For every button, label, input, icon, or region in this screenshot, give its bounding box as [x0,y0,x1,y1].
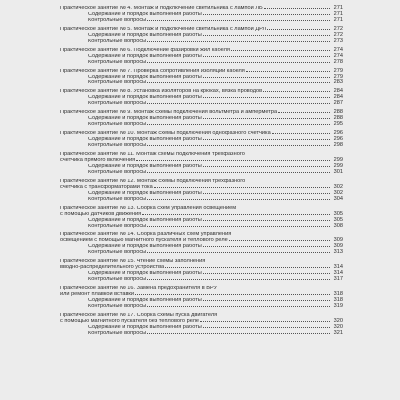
dot-leader [147,145,330,146]
toc-subentry-label: Содержание и порядок выполнения работы [88,297,202,303]
dot-leader [165,267,330,268]
toc-subentry-label: Содержание и порядок выполнения работы [88,53,202,59]
page-number: 288 [333,115,343,122]
toc-subentry [60,143,343,149]
dot-leader [147,252,330,253]
toc-subentry-label: Контрольные вопросы [88,59,147,65]
dot-leader [147,62,330,63]
toc-entry-title: освещением с помощью магнитного пускателя и теплового реле [60,238,228,244]
toc-entry-title: Практическое занятие № 8. Установка изоляторов на крюках, вязка проводов [60,89,263,95]
dot-leader [147,306,330,307]
toc-entry [60,152,343,176]
page-number: 279 [333,73,343,80]
toc-subentry [60,122,343,128]
toc-subentry-label: Контрольные вопросы [88,277,147,283]
toc-entry-title: Практическое занятие № 10. Монтаж схемы подключения однофазного счетчика [60,131,271,137]
dot-leader [147,41,330,42]
toc-subentry-label: Контрольные вопросы [88,143,147,149]
dot-leader [136,160,330,161]
toc-subentry-label: Содержание и порядок выполнения работы [88,163,202,169]
toc-subentry-label: Контрольные вопросы [88,250,147,256]
toc-subentry-label: Контрольные вопросы [88,196,147,202]
page-number: 272 [333,25,343,32]
page-number: 301 [333,168,343,175]
page-number: 279 [333,67,343,74]
page-number: 318 [333,291,343,298]
toc-entry-title: Практическое занятие № 11. Монтаж схемы подключения трехфазного [60,152,245,158]
toc-entry [60,48,343,66]
toc-entry-title: с помощью магнитного пускателя без теплового реле [60,318,199,324]
page-number: 302 [333,183,343,190]
page-number: 284 [333,88,343,95]
dot-leader [203,97,330,98]
dot-leader [154,187,330,188]
toc-subentry-label: Контрольные вопросы [88,80,147,86]
page-number: 284 [333,94,343,101]
page-number: 271 [333,5,343,11]
toc-subentry [60,277,343,283]
page-number: 308 [333,222,343,229]
toc-entry-title: Практическое занятие № 5. Монтаж и подключение светильника с лампой ДРЛ [60,26,267,32]
page-number: 272 [333,31,343,38]
page-number: 317 [333,276,343,283]
toc-subentry-label: Содержание и порядок выполнения работы [88,74,202,80]
dot-leader [203,56,330,57]
dot-leader [231,50,330,51]
toc-subentry-label: Содержание и порядок выполнения работы [88,244,202,250]
toc-entry-title: счетчика с трансформаторами тока [60,184,153,190]
dot-leader [147,279,330,280]
page-number: 283 [333,79,343,86]
page-number: 295 [333,121,343,128]
page-number: 314 [333,270,343,277]
toc-entry [60,179,343,203]
dot-leader [203,118,330,119]
toc-entry-title: Практическое занятие № 14. Сборка различных схем управления [60,232,232,238]
page-number: 288 [333,109,343,116]
toc-subentry [60,60,343,66]
dot-leader [203,35,330,36]
page-number: 299 [333,162,343,169]
toc-entry-title: Практическое занятие № 7. Проверка сопротивления изоляции кабеля [60,68,245,74]
toc-subentry-label: Контрольные вопросы [88,17,147,23]
toc-subentry-label: Контрольные вопросы [88,101,147,107]
dot-leader [272,133,330,134]
dot-leader [229,240,330,241]
toc-subentry [60,39,343,45]
page-number: 321 [333,329,343,336]
toc-entry-title: Практическое занятие № 9. Монтаж схемы подключения вольтметра и амперметра [60,110,278,116]
page-number: 271 [333,10,343,17]
dot-leader [200,321,330,322]
page-number: 309 [333,237,343,244]
toc-subentry [60,331,343,337]
dot-leader [267,29,330,30]
page-number: 274 [333,52,343,59]
toc-subentry-label: Содержание и порядок выполнения работы [88,324,202,330]
toc-subentry-label: Содержание и порядок выполнения работы [88,32,202,38]
toc-entry [60,110,343,128]
page-number: 313 [333,249,343,256]
dot-leader [147,124,330,125]
toc-subentry [60,101,343,107]
toc-entry-title: Практическое занятие № 13. Сборка схем управления освещением [60,205,237,211]
dot-leader [147,20,330,21]
toc-entry-title: с помощью датчиков движения [60,211,142,217]
dot-leader [203,300,330,301]
toc-entry [60,232,343,256]
toc-entry [60,259,343,283]
toc-subentry [60,80,343,86]
page-number: 296 [333,130,343,137]
dot-leader [263,91,330,92]
toc-entry [60,27,343,45]
toc-entry-title: Практическое занятие № 4. Монтаж и подключение светильника с лампой ЛБ [60,6,263,11]
toc-subentry [60,224,343,230]
page-number: 319 [333,302,343,309]
toc-subentry [60,18,343,24]
dot-leader [147,226,330,227]
dot-leader [203,220,330,221]
toc-entry-title: Практическое занятие № 6. Подключение фазировки жил кабеля [60,47,230,53]
toc-entry-title: Практическое занятие № 12. Монтаж схемы подключения трехфазного [60,178,246,184]
page-number: 302 [333,189,343,196]
toc-subentry-label: Контрольные вопросы [88,303,147,309]
toc-subentry-label: Содержание и порядок выполнения работы [88,137,202,143]
toc-subentry-label: Содержание и порядок выполнения работы [88,116,202,122]
page-number: 305 [333,216,343,223]
toc-subentry-label: Содержание и порядок выполнения работы [88,95,202,101]
dot-leader [203,166,330,167]
page-number: 296 [333,136,343,143]
dot-leader [264,8,330,9]
page-number: 304 [333,195,343,202]
toc-entry [60,89,343,107]
dot-leader [246,71,330,72]
toc-entry [60,6,343,24]
toc-entry-title: вводно-распределительного устройства [60,265,165,271]
toc-subentry [60,170,343,176]
dot-leader [142,214,330,215]
toc-subentry-label: Содержание и порядок выполнения работы [88,11,202,17]
page-number: 298 [333,142,343,149]
page-number: 320 [333,317,343,324]
dot-leader [203,273,330,274]
toc-entry-title: или ремонт плавкой вставки [60,292,134,298]
dot-leader [203,327,330,328]
dot-leader [203,77,330,78]
page-number: 320 [333,323,343,330]
page-number: 318 [333,296,343,303]
toc-entry [60,131,343,149]
page-number: 309 [333,243,343,250]
toc-subentry-label: Содержание и порядок выполнения работы [88,217,202,223]
toc-subentry [60,197,343,203]
page-number: 305 [333,210,343,217]
toc-entry [60,206,343,230]
dot-leader [147,333,330,334]
page-number: 274 [333,46,343,53]
dot-leader [147,199,330,200]
toc-subentry-label: Контрольные вопросы [88,223,147,229]
dot-leader [135,294,330,295]
toc-subentry-label: Содержание и порядок выполнения работы [88,190,202,196]
dot-leader [278,112,330,113]
page-number: 287 [333,100,343,107]
toc-subentry-label: Контрольные вопросы [88,38,147,44]
toc-subentry-label: Содержание и порядок выполнения работы [88,271,202,277]
table-of-contents [60,6,343,337]
dot-leader [203,139,330,140]
page-number: 314 [333,264,343,271]
page-number: 299 [333,156,343,163]
dot-leader [203,193,330,194]
toc-entry [60,286,343,310]
toc-entry-title: Практическое занятие № 15. Чтение схемы заполнения [60,259,206,265]
toc-entry-title: Практическое занятие № 17. Сборка схемы пуска двигателя [60,312,218,318]
dot-leader [203,246,330,247]
page-number: 271 [333,16,343,23]
toc-entry-title: Практическое занятие № 16. Замена предохранителя в ВРУ [60,286,218,292]
toc-entry [60,69,343,87]
dot-leader [147,172,330,173]
toc-entry-title: счетчика прямого включения [60,157,136,163]
page-number: 278 [333,58,343,65]
toc-subentry [60,304,343,310]
page-number: 273 [333,37,343,44]
dot-leader [147,103,330,104]
toc-subentry-label: Контрольные вопросы [88,122,147,128]
dot-leader [203,14,330,15]
toc-entry [60,313,343,337]
toc-subentry [60,250,343,256]
toc-subentry-label: Контрольные вопросы [88,169,147,175]
dot-leader [147,82,330,83]
toc-subentry-label: Контрольные вопросы [88,330,147,336]
